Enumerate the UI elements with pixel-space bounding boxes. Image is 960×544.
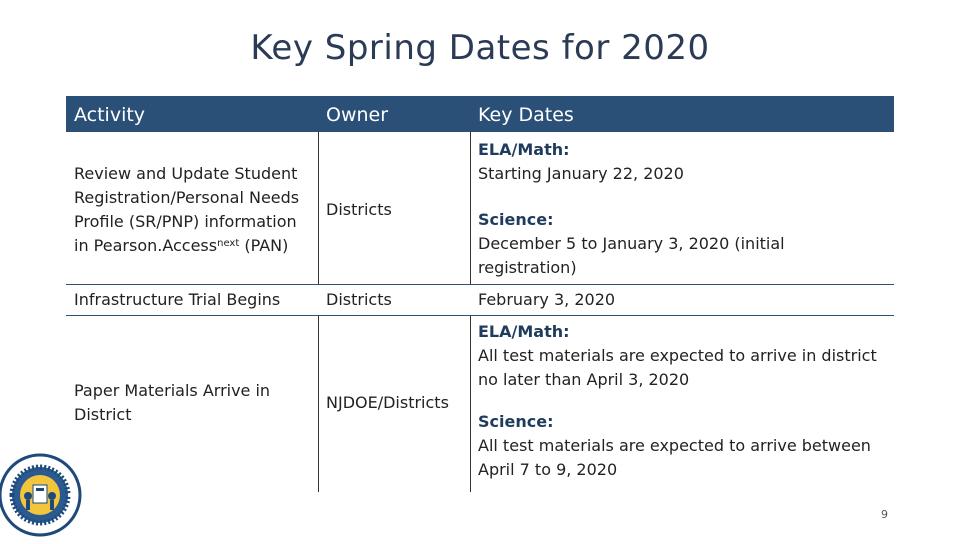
activity-line: Profile (SR/PNP) information	[74, 212, 297, 231]
science-label: Science:	[478, 412, 554, 431]
table-row	[66, 132, 894, 285]
science-date: All test materials are expected to arrive between April 7 to 9, 2020	[478, 436, 871, 479]
column-divider	[318, 316, 319, 492]
table-header	[66, 96, 894, 132]
page-number: 9	[881, 508, 888, 521]
owner-cell: Districts	[326, 200, 392, 219]
key-dates-table	[66, 96, 894, 492]
header-key-dates: Key Dates	[478, 104, 574, 126]
header-owner: Owner	[326, 104, 389, 126]
activity-cell	[74, 162, 314, 258]
activity-line: Registration/Personal Needs	[74, 188, 300, 207]
ela-math-label: ELA/Math:	[478, 140, 570, 159]
science-date: December 5 to January 3, 2020 (initial registration)	[478, 234, 785, 277]
dates-cell	[478, 320, 888, 482]
dates-cell: February 3, 2020	[478, 290, 616, 309]
owner-cell: NJDOE/Districts	[326, 393, 449, 412]
dates-cell	[478, 138, 878, 280]
pearson-access-superscript: next	[217, 238, 240, 249]
science-label: Science:	[478, 210, 554, 229]
column-divider	[470, 132, 471, 284]
slide-title: Key Spring Dates for 2020	[250, 28, 710, 68]
owner-cell: Districts	[326, 290, 392, 309]
activity-cell: Paper Materials Arrive in District	[74, 381, 271, 424]
pearson-access-text: in Pearson.Access	[74, 236, 218, 255]
table-row	[66, 285, 894, 316]
activity-line: Review and Update Student	[74, 164, 298, 183]
activity-cell: Infrastructure Trial Begins	[74, 290, 281, 309]
column-divider	[318, 132, 319, 284]
ela-math-label: ELA/Math:	[478, 322, 570, 341]
ela-math-date: All test materials are expected to arrive in district no later than April 3, 2020	[478, 346, 877, 389]
pan-text: (PAN)	[239, 236, 289, 255]
activity-line	[74, 234, 314, 258]
ela-math-date: Starting January 22, 2020	[478, 164, 684, 183]
column-divider	[470, 316, 471, 492]
table-row	[66, 316, 894, 492]
nj-doe-seal-logo	[0, 440, 86, 544]
header-activity: Activity	[74, 104, 146, 126]
